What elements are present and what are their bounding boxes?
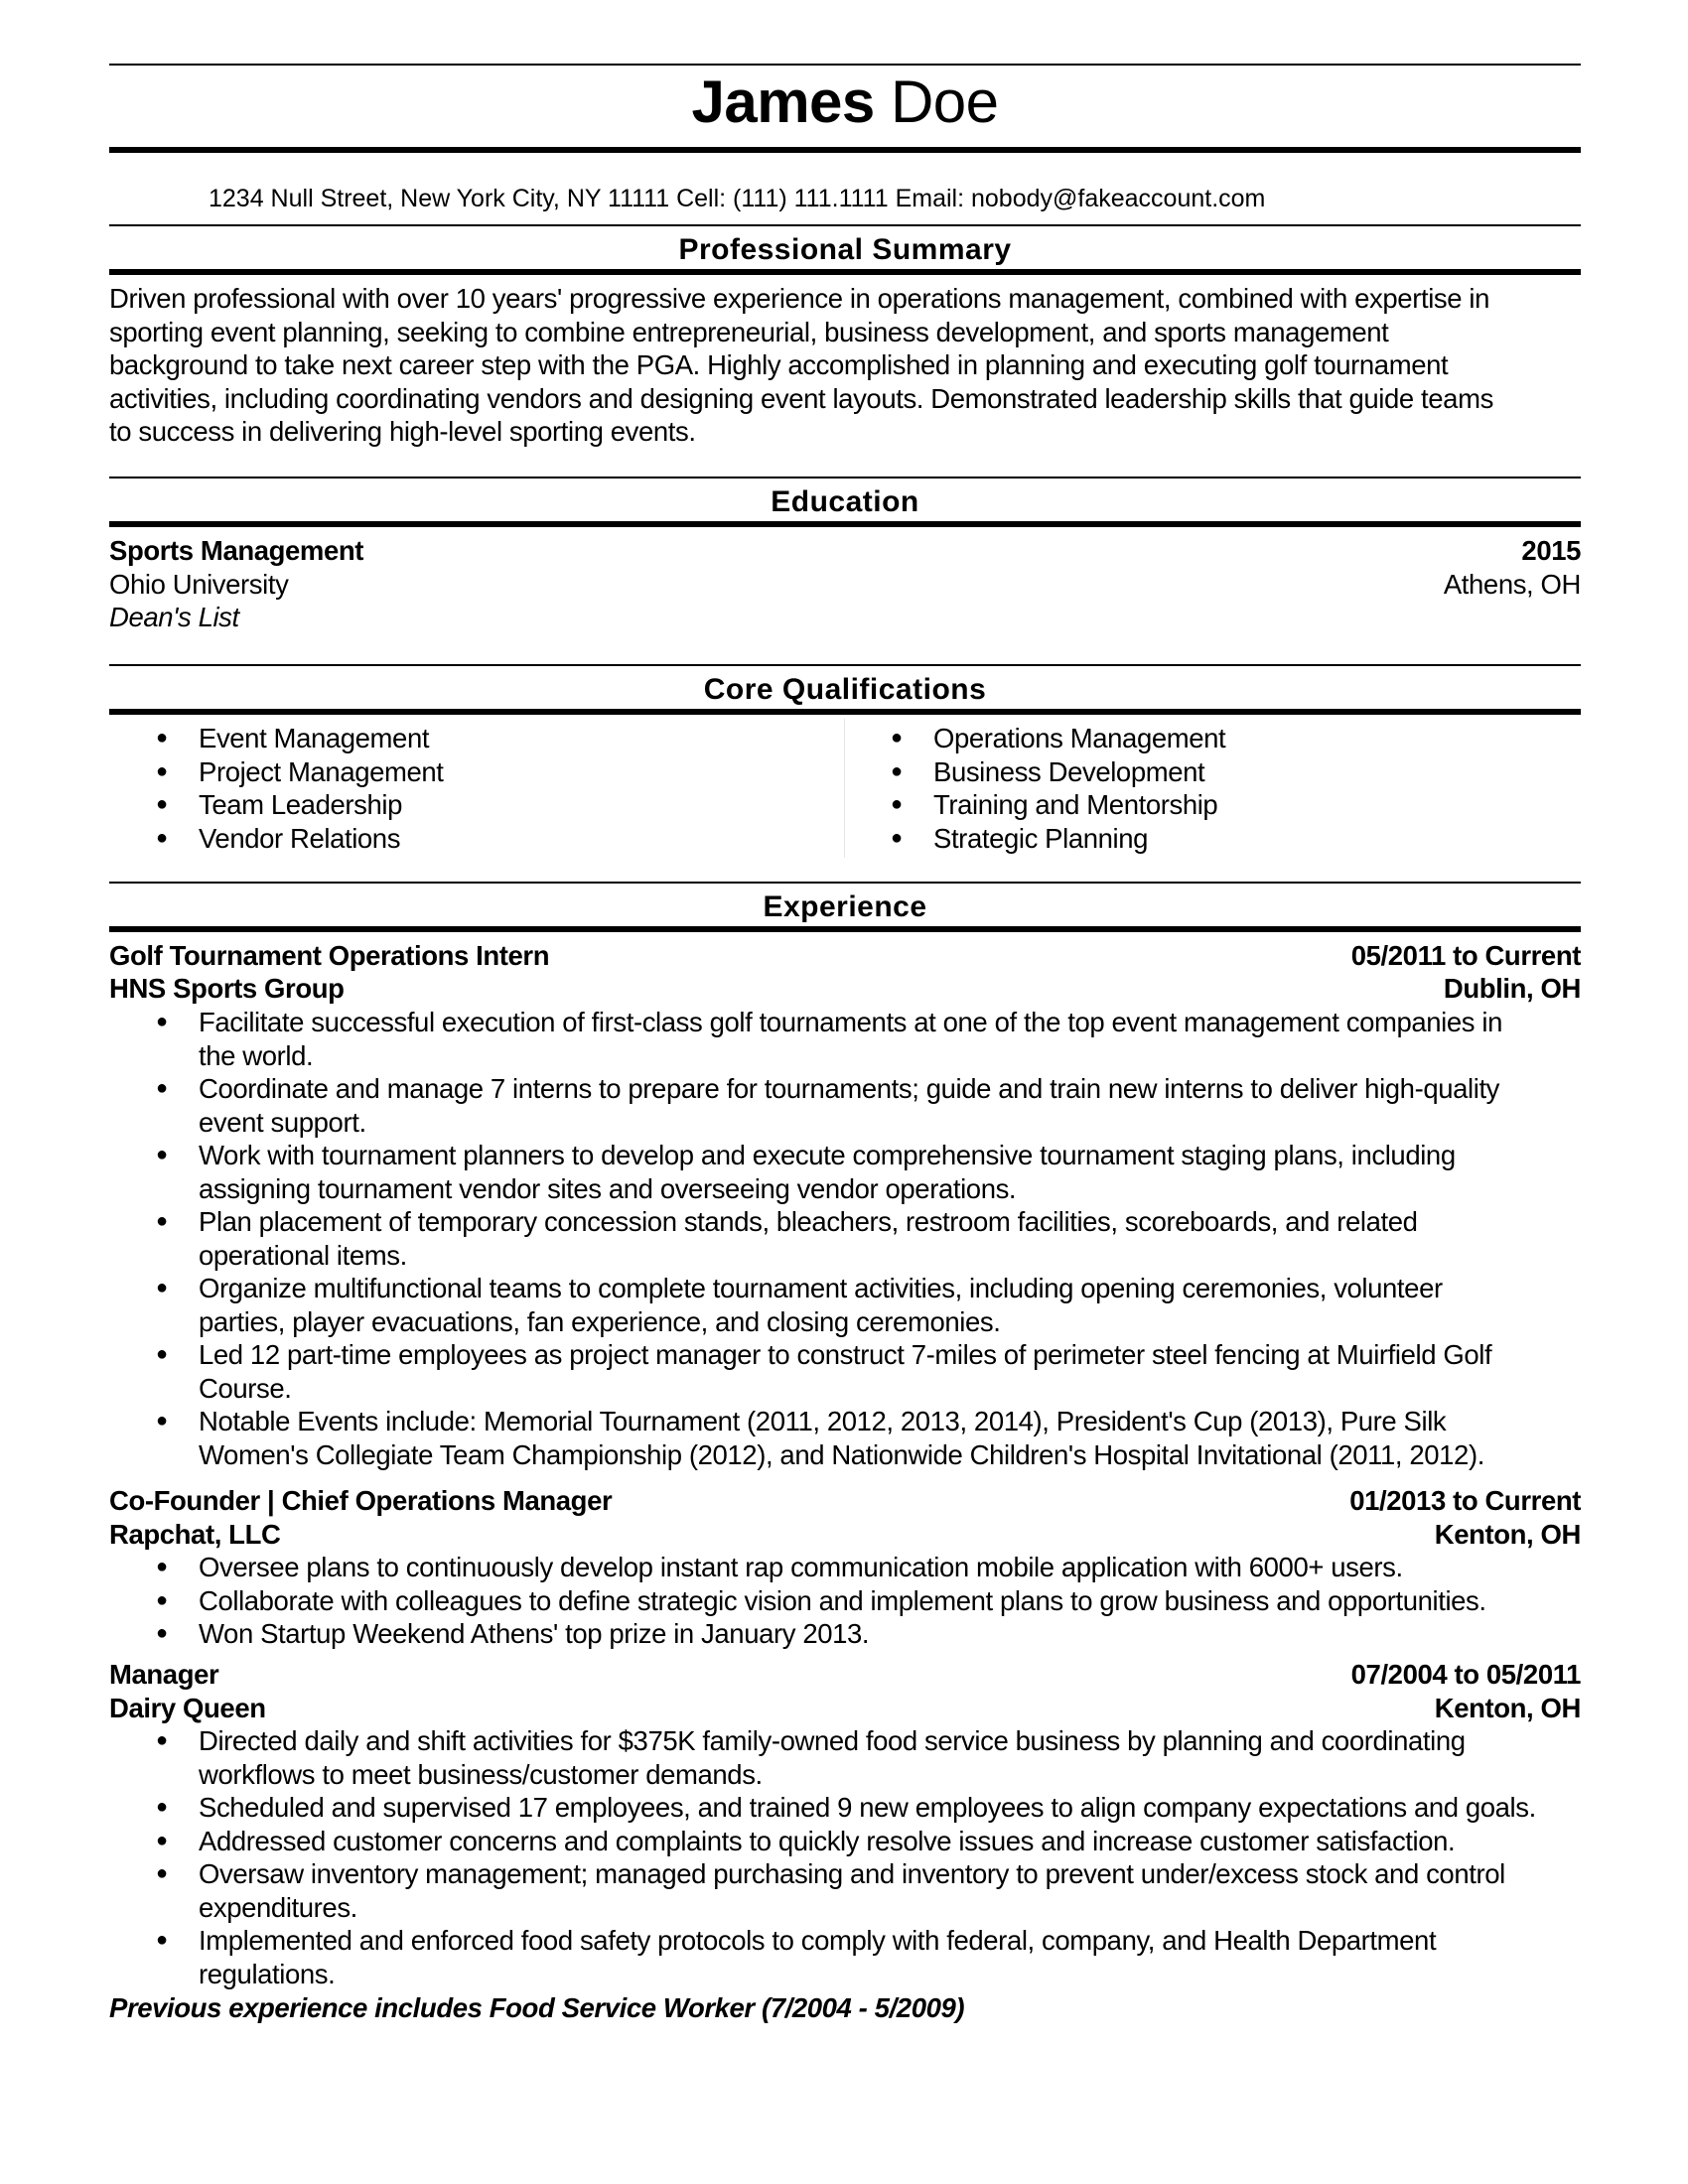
job-bullet: ● Coordinate and manage 7 interns to prepare for tournaments; guide and train new interns to deliver high-quality event support.: [109, 1072, 1581, 1139]
job-title: Golf Tournament Operations Intern: [109, 940, 550, 971]
job-bullet: ● Organize multifunctional teams to complete tournament activities, including opening ceremonies, volunteer parties, player evacuations, fan experience, and closing ceremonies.: [109, 1272, 1581, 1338]
qualifications-bottom-rule: [109, 709, 1581, 715]
summary-line: activities, including coordinating vendors and designing event layouts. Demonstrated leadership skills that guide teams: [109, 382, 1493, 414]
qualification-item: ● Operations Management: [844, 722, 1539, 755]
job-bullet: ● Plan placement of temporary concession stands, bleachers, restroom facilities, scoreboards, and related operational items.: [109, 1205, 1581, 1272]
summary-title: Professional Summary: [678, 233, 1012, 266]
job-location: Kenton, OH: [1434, 1693, 1581, 1723]
experience-title: Experience: [763, 890, 927, 923]
experience-bottom-rule: [109, 926, 1581, 932]
job-bullet: ● Won Startup Weekend Athens' top prize in January 2013.: [109, 1617, 1581, 1651]
job-location: Dublin, OH: [1443, 973, 1581, 1004]
qualifications-top-rule: [109, 664, 1581, 666]
qualification-item: ● Business Development: [844, 755, 1539, 789]
contact-line: 1234 Null Street, New York City, NY 11111 Cell: (111) 111.1111 Email: nobody@fakeaccount.com: [209, 185, 1266, 212]
job-company: HNS Sports Group: [109, 973, 345, 1004]
qualification-item: ● Training and Mentorship: [844, 788, 1539, 822]
job-company: Dairy Queen: [109, 1693, 266, 1723]
job-bullet: ● Oversaw inventory management; managed purchasing and inventory to prevent under/excess stock and control expenditures.: [109, 1857, 1581, 1924]
qualifications-right-list: [844, 722, 1539, 855]
education-top-rule: [109, 477, 1581, 478]
first-name: James: [691, 68, 875, 135]
job-title: Manager: [109, 1659, 219, 1690]
header-bottom-rule: [109, 147, 1581, 153]
job-bullet: ● Collaborate with colleagues to define strategic vision and implement plans to grow business and opportunities.: [109, 1584, 1581, 1618]
job-bullet: ● Notable Events include: Memorial Tournament (2011, 2012, 2013, 2014), President's Cup (2013), Pure Silk Women's Collegiate Team Championship (2012), and Nationwide Children's Hospital Invitational (2011, 2012).: [109, 1405, 1581, 1471]
qualification-item: ● Project Management: [109, 755, 804, 789]
summary-line: Driven professional with over 10 years' progressive experience in operations management, combined with expertise in: [109, 283, 1489, 314]
qualifications-title: Core Qualifications: [703, 673, 987, 706]
qualification-item: ● Team Leadership: [109, 788, 804, 822]
job-bullet: ● Work with tournament planners to develop and execute comprehensive tournament staging plans, including assigning tournament vendor sites and overseeing vendor operations.: [109, 1139, 1581, 1205]
summary-top-rule: [109, 224, 1581, 226]
job-company: Rapchat, LLC: [109, 1519, 281, 1550]
job-bullets: [109, 1724, 1581, 1990]
job-bullet: ● Scheduled and supervised 17 employees, and trained 9 new employees to align company expectations and goals.: [109, 1791, 1581, 1825]
education-title: Education: [771, 485, 919, 518]
header-top-rule: [109, 64, 1581, 66]
qualifications-left-list: [109, 722, 804, 855]
qualification-item: ● Event Management: [109, 722, 804, 755]
qualification-item: ● Vendor Relations: [109, 822, 804, 856]
candidate-name: [109, 68, 1581, 137]
job-bullets: [109, 1551, 1581, 1651]
last-name: Doe: [890, 68, 999, 135]
job-bullet: ● Facilitate successful execution of first-class golf tournaments at one of the top event management companies in the world.: [109, 1006, 1581, 1072]
job-bullet: ● Addressed customer concerns and complaints to quickly resolve issues and increase customer satisfaction.: [109, 1825, 1581, 1858]
graduation-year: 2015: [1521, 535, 1581, 566]
education-bottom-rule: [109, 521, 1581, 527]
summary-line: sporting event planning, seeking to combine entrepreneurial, business development, and sports management: [109, 316, 1389, 347]
job-dates: 07/2004 to 05/2011: [1350, 1659, 1581, 1690]
job-bullet: ● Led 12 part-time employees as project manager to construct 7-miles of perimeter steel fencing at Muirfield Golf Course.: [109, 1338, 1581, 1405]
summary-line: background to take next career step with the PGA. Highly accomplished in planning and executing golf tournament: [109, 349, 1449, 380]
summary-bottom-rule: [109, 269, 1581, 275]
school: Ohio University: [109, 569, 289, 600]
summary-text: [109, 282, 1581, 449]
job-bullet: ● Oversee plans to continuously develop instant rap communication mobile application with 6000+ users.: [109, 1551, 1581, 1584]
honor: Dean's List: [109, 602, 239, 632]
job-bullet: ● Implemented and enforced food safety protocols to comply with federal, company, and Health Department regulations.: [109, 1924, 1581, 1990]
job-bullet: ● Directed daily and shift activities for $375K family-owned food service business by planning and coordinating workflows to meet business/customer demands.: [109, 1724, 1581, 1791]
job-dates: 01/2013 to Current: [1349, 1485, 1581, 1516]
experience-top-rule: [109, 882, 1581, 884]
job-location: Kenton, OH: [1434, 1519, 1581, 1550]
degree: Sports Management: [109, 535, 364, 566]
job-dates: 05/2011 to Current: [1350, 940, 1581, 971]
summary-line: to success in delivering high-level sporting events.: [109, 416, 696, 447]
job-bullets: [109, 1006, 1581, 1471]
job-title: Co-Founder | Chief Operations Manager: [109, 1485, 613, 1516]
qualification-item: ● Strategic Planning: [844, 822, 1539, 856]
school-location: Athens, OH: [1443, 569, 1581, 600]
